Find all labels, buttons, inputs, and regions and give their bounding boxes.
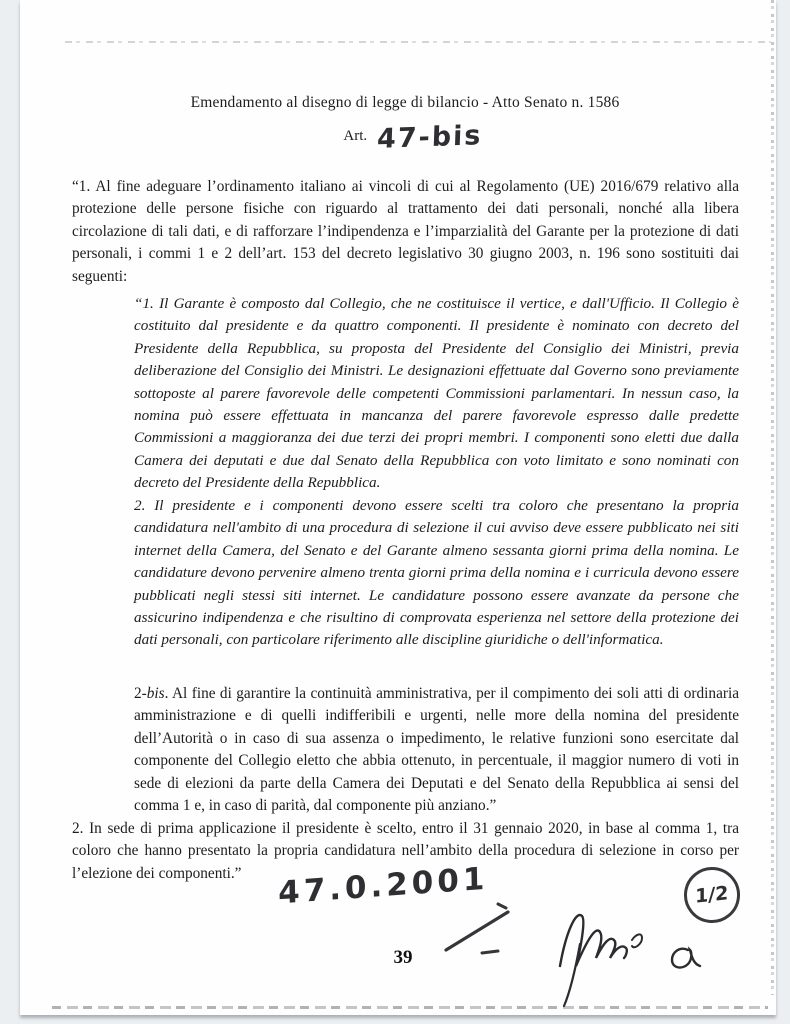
document-page — [20, 0, 776, 1015]
article-label: Art. — [343, 128, 368, 144]
intro-paragraph: “1. Al fine adeguare l’ordinamento italiano ai vincoli di cui al Regolamento (UE) 2016/679 relativo alla protezione delle persone fisiche con riguardo al trattamento dei dati personali, nonché alla libera circolazione di tali dati, e di rafforzare l’indipendenza e l’imparzialità del Garante per la protezione di dati personali, i commi 1 e 2 dell’art. 153 del decreto legislativo 30 giugno 2003, n. 196 sono sostituiti dai seguenti: — [72, 178, 739, 285]
comma-2bis-text: . Al fine di garantire la continuità amministrativa, per il compimento dei soli atti di ordinaria amministrazione e di quelli indifferibili e urgenti, nelle more della nomina del presidente dell’Autorità o in caso di sua assenza o impedimento, le relative funzioni sono esercitate dal componente del Collegio eletto che abbia ottenuto, in percentuale, il maggior numero di voti in sede di elezioni da parte della Camera dei Deputati e del Senato della Repubblica ai sensi del comma 1 e, in caso di parità, dal componente più anziano.” — [134, 685, 739, 815]
handwritten-page-fraction: 1/2 — [695, 882, 729, 908]
comma-1-paragraph: “1. Il Garante è composto dal Collegio, che ne costituisce il vertice, e dall'Ufficio. Il Collegio è costituito dal presidente e da quattro componenti. Il presidente è nominato con decreto del Presidente della Repubblica, su proposta del Presidente del Consiglio dei Ministri, previa deliberazione del Consiglio dei Ministri. Le designazioni effettuate dal Governo sono previamente sottoposte al parere favorevole delle competenti Commissioni parlamentari. In nessun caso, la nomina può essere effettuata in mancanza del parere favorevole espresso dalle predette Commissioni a maggioranza dei due terzi dei propri membri. I componenti sono eletti due dalla Camera dei deputati e due dal Senato della Repubblica con voto limitato e sono nominati con decreto del Presidente della Repubblica. — [134, 295, 739, 492]
closing-paragraph: 2. In sede di prima applicazione il presidente è scelto, entro il 31 gennaio 2020, in base al comma 1, tra coloro che hanno presentato la propria candidatura nell’ambito della procedura di selezione in corso per l’elezione dei componenti.” — [72, 820, 739, 882]
comma-2-paragraph: 2. Il presidente e i componenti devono essere scelti tra coloro che presentano la propria candidatura nell'ambito di una procedura di selezione il cui avviso deve essere pubblicato nei siti internet della Camera, del Senato e del Garante almeno sessanta giorni prima della nomina. Le candidature devono pervenire almeno trenta giorni prima della nomina e i curricula devono essere pubblicati negli stessi siti internet. Le candidature possono essere avanzate da persone che assicurino indipendenza e che risultino di comprovata esperienza nel settore della protezione dei dati personali, con particolare riferimento alle discipline giuridiche o dell'informatica. — [134, 497, 739, 649]
page-number: 39 — [393, 947, 413, 968]
comma-2bis-prefix: 2- — [134, 685, 147, 702]
comma-2bis-bis-label: bis — [146, 685, 165, 702]
comma-2bis-paragraph — [134, 683, 739, 817]
scan-noise-line-top — [65, 41, 771, 43]
article-heading — [20, 122, 776, 153]
article-number-handwritten: 47-bis — [376, 120, 484, 155]
document-title: Emendamento al disegno di legge di bilancio - Atto Senato n. 1586 — [190, 94, 620, 111]
handwritten-amendment-number: 47.0.2001 — [277, 860, 489, 912]
